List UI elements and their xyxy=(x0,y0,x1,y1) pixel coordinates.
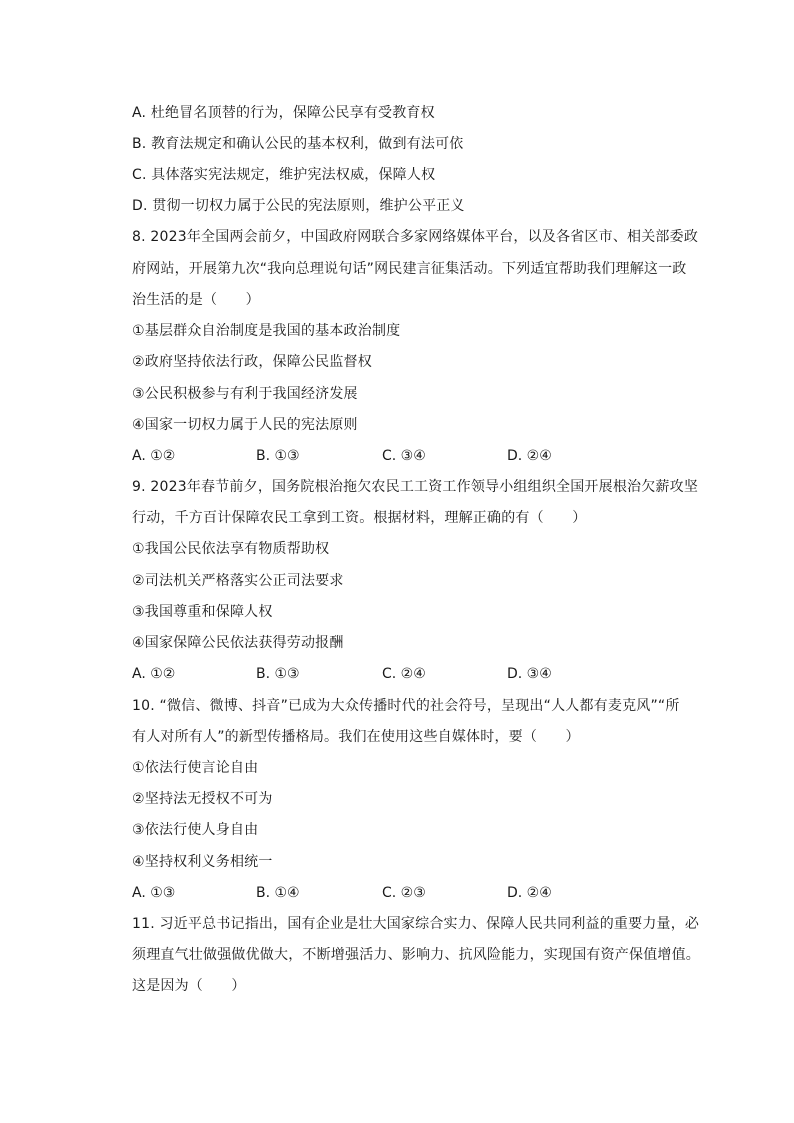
q9-option-d: D. ③④ xyxy=(507,666,552,682)
q10-option-a: A. ①③ xyxy=(132,885,176,901)
q8-stem-line: 8. 2023年全国两会前夕，中国政府网联合多家网络媒体平台，以及各省区市、相关部委政 xyxy=(132,229,699,245)
q8-item: ②政府坚持依法行政，保障公民监督权 xyxy=(132,354,372,370)
q10-item: ②坚持法无授权不可为 xyxy=(132,791,273,807)
q9-option-b: B. ①③ xyxy=(256,666,300,682)
q9-item: ④国家保障公民依法获得劳动报酬 xyxy=(132,635,344,651)
q8-item: ④国家一切权力属于人民的宪法原则 xyxy=(132,417,358,433)
prev-option-d: D. 贯彻一切权力属于公民的宪法原则，维护公平正义 xyxy=(132,198,465,214)
q10-stem-line: 有人对所有人”的新型传播格局。我们在使用这些自媒体时，要（ ） xyxy=(132,729,580,745)
q8-stem-line: 治生活的是（ ） xyxy=(132,292,260,308)
q10-item: ①依法行使言论自由 xyxy=(132,760,259,776)
prev-option-a: A. 杜绝冒名顶替的行为，保障公民享有受教育权 xyxy=(132,105,435,121)
q8-item: ③公民积极参与有利于我国经济发展 xyxy=(132,386,358,402)
q9-option-a: A. ①② xyxy=(132,666,176,682)
q9-item: ③我国尊重和保障人权 xyxy=(132,604,273,620)
q10-option-d: D. ②④ xyxy=(507,885,552,901)
q10-item: ④坚持权利义务相统一 xyxy=(132,854,273,870)
q11-stem-line: 须理直气壮做强做优做大，不断增强活力、影响力、抗风险能力，实现国有资产保值增值。 xyxy=(132,947,700,963)
q10-stem-line: 10. “微信、微博、抖音”已成为大众传播时代的社会符号，呈现出“人人都有麦克风”“所 xyxy=(132,698,680,714)
q10-item: ③依法行使人身自由 xyxy=(132,822,259,838)
q8-stem-line: 府网站，开展第九次“我向总理说句话”网民建言征集活动。下列适宜帮助我们理解这一政 xyxy=(132,261,687,277)
q8-option-c: C. ③④ xyxy=(382,448,426,464)
prev-option-b: B. 教育法规定和确认公民的基本权利，做到有法可依 xyxy=(132,136,464,152)
q8-option-a: A. ①② xyxy=(132,448,176,464)
q11-stem-line: 11. 习近平总书记指出，国有企业是壮大国家综合实力、保障人民共同利益的重要力量，必 xyxy=(132,916,700,932)
q9-option-c: C. ②④ xyxy=(382,666,426,682)
q9-stem-line: 9. 2023年春节前夕，国务院根治拖欠农民工工资工作领导小组组织全国开展根治欠薪攻坚 xyxy=(132,479,699,495)
q8-option-d: D. ②④ xyxy=(507,448,552,464)
q9-item: ②司法机关严格落实公正司法要求 xyxy=(132,573,344,589)
q9-stem-line: 行动，千方百计保障农民工拿到工资。根据材料，理解正确的有（ ） xyxy=(132,510,587,526)
q8-option-b: B. ①③ xyxy=(256,448,300,464)
q10-option-c: C. ②③ xyxy=(382,885,426,901)
q11-stem-line: 这是因为（ ） xyxy=(132,978,246,994)
q9-item: ①我国公民依法享有物质帮助权 xyxy=(132,541,330,557)
q8-item: ①基层群众自治制度是我国的基本政治制度 xyxy=(132,323,401,339)
q10-option-b: B. ①④ xyxy=(256,885,300,901)
prev-option-c: C. 具体落实宪法规定，维护宪法权威，保障人权 xyxy=(132,167,436,183)
